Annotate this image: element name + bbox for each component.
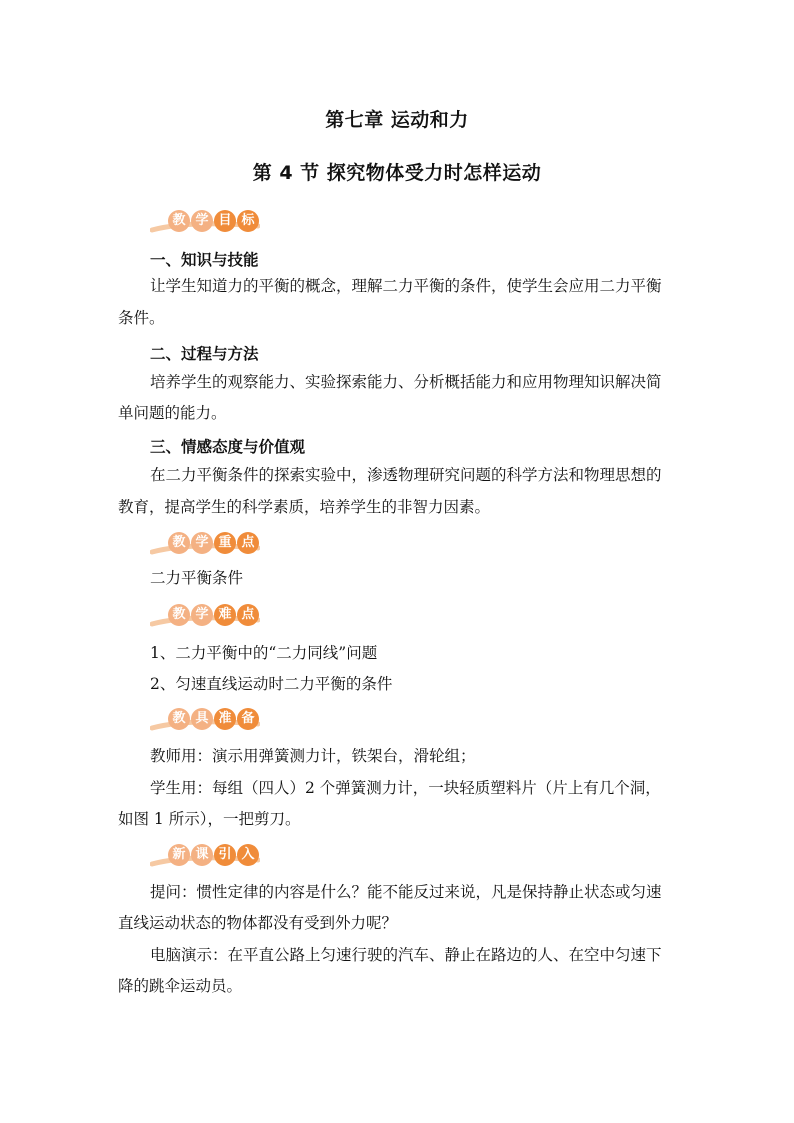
badge-char: 重 [214,532,236,554]
badge-char: 入 [237,844,259,866]
difficulty-item: 2、匀速直线运动时二力平衡的条件 [150,675,393,693]
paragraph-line: 单问题的能力。 [118,404,227,422]
difficulty-item: 1、二力平衡中的“二力同线”问题 [150,644,378,662]
badge-char: 标 [237,210,259,232]
intro-demo-line: 降的跳伞运动员。 [118,977,243,995]
paragraph-line: 条件。 [118,309,165,327]
badge-char: 新 [168,844,190,866]
badge-char: 点 [237,604,259,626]
badge-char: 目 [214,210,236,232]
badge-char: 教 [168,604,190,626]
badge-char: 课 [191,844,213,866]
badge-char: 学 [191,604,213,626]
equipment-badge [150,706,262,734]
badge-char: 备 [237,708,259,730]
badge-char: 点 [237,532,259,554]
objective-heading-3: 三、情感态度与价值观 [150,438,306,456]
intro-question-line: 直线运动状态的物体都没有受到外力呢？ [118,914,398,932]
key-point-text: 二力平衡条件 [150,569,244,587]
difficulties-badge [150,602,262,630]
equipment-teacher: 教师用：演示用弹簧测力计，铁架台，滑轮组； [150,747,476,765]
badge-char: 学 [191,532,213,554]
intro-question-line: 提问：惯性定律的内容是什么？能不能反过来说，凡是保持静止状态或匀速 [150,883,662,901]
badge-char: 具 [191,708,213,730]
equipment-student-line: 学生用：每组（四人）2 个弹簧测力计，一块轻质塑料片（片上有几个洞， [150,779,661,797]
objective-heading-1: 一、知识与技能 [150,251,259,269]
badge-char: 引 [214,844,236,866]
badge-char: 教 [168,532,190,554]
badge-char: 难 [214,604,236,626]
equipment-student-line: 如图 1 所示），一把剪刀。 [118,810,301,828]
section-title: 第 4 节 探究物体受力时怎样运动 [252,162,542,184]
paragraph-line: 让学生知道力的平衡的概念，理解二力平衡的条件，使学生会应用二力平衡 [150,277,662,295]
intro-demo-line: 电脑演示：在平直公路上匀速行驶的汽车、静止在路边的人、在空中匀速下 [150,946,662,964]
key-points-badge [150,530,262,558]
badge-char: 教 [168,708,190,730]
badge-char: 学 [191,210,213,232]
objective-heading-2: 二、过程与方法 [150,345,259,363]
paragraph-line: 培养学生的观察能力、实验探索能力、分析概括能力和应用物理知识解决简 [150,373,662,391]
paragraph-line: 在二力平衡条件的探索实验中，渗透物理研究问题的科学方法和物理思想的 [150,466,662,484]
intro-badge [150,842,262,870]
badge-char: 教 [168,210,190,232]
paragraph-line: 教育，提高学生的科学素质，培养学生的非智力因素。 [118,498,491,516]
chapter-title: 第七章 运动和力 [325,109,469,131]
objectives-badge [150,208,262,236]
badge-char: 准 [214,708,236,730]
